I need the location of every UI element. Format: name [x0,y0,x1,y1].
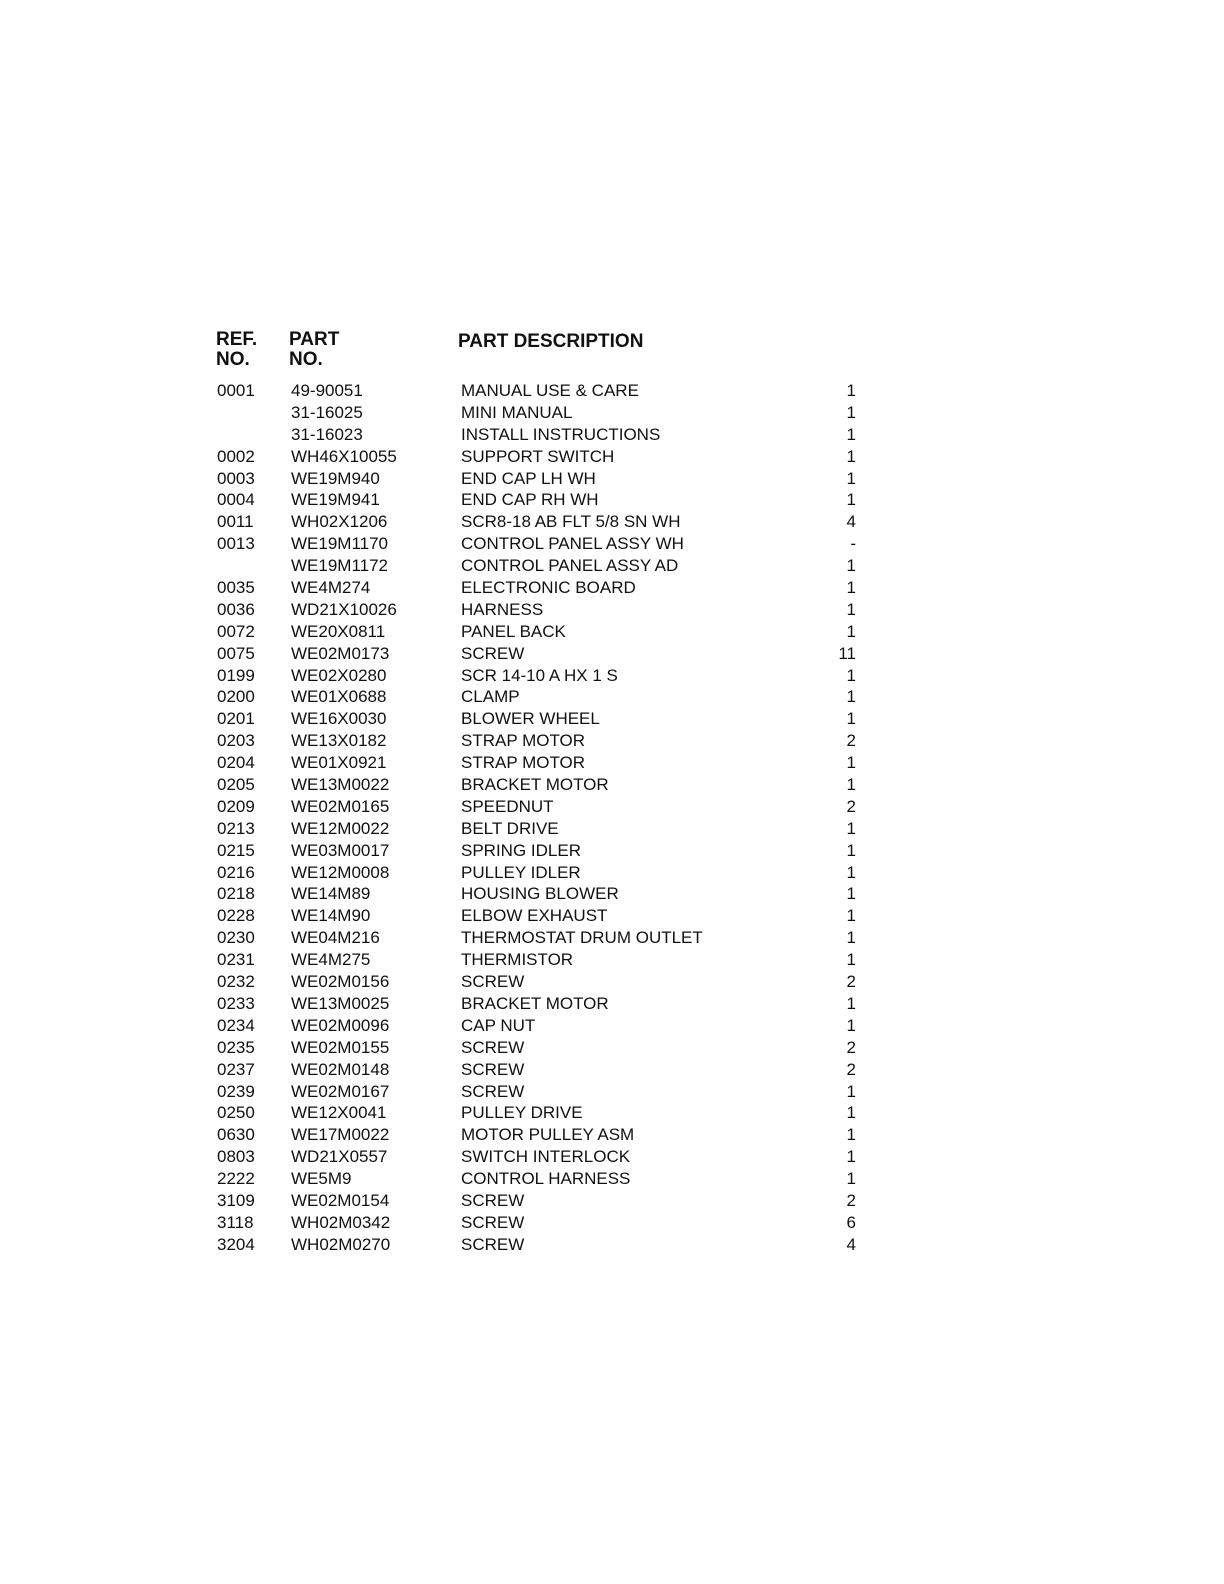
quantity-cell: 1 [846,578,856,598]
ref-cell: 0235 [217,1037,255,1057]
ref-cell: 0004 [217,490,255,510]
description-cell: SCR8-18 AB FLT 5/8 SN WH [461,512,681,532]
ref-cell: 0003 [217,468,255,488]
quantity-cell: 6 [846,1212,856,1232]
description-cell: SCREW [461,972,525,992]
quantity-cell: 2 [846,796,856,816]
table-row [0,686,1224,708]
table-row [0,730,1224,752]
table-row [0,599,1224,621]
table-row [0,1081,1224,1103]
part-number-cell: WH46X10055 [291,446,397,466]
part-number-cell: WE01X0688 [291,687,387,707]
table-row [0,621,1224,643]
table-row [0,577,1224,599]
part-number-cell: WE12M0022 [291,818,390,838]
ref-cell: 0002 [217,446,255,466]
part-number-cell: WE02M0154 [291,1190,390,1210]
ref-cell: 0201 [217,709,255,729]
ref-cell: 0011 [217,512,254,532]
description-cell: CONTROL HARNESS [461,1169,631,1189]
quantity-cell: 1 [846,1015,856,1035]
part-number-cell: WH02M0270 [291,1234,391,1254]
quantity-cell: 1 [846,665,856,685]
part-number-cell: WE13M0025 [291,993,390,1013]
table-row [0,862,1224,884]
table-row [0,643,1224,665]
table-row [0,1234,1224,1256]
description-cell: SCREW [461,643,525,663]
ref-cell: 0200 [217,687,255,707]
description-cell: SWITCH INTERLOCK [461,1147,631,1167]
quantity-cell: 1 [846,468,856,488]
description-cell: SCREW [461,1059,525,1079]
part-number-cell: 31-16025 [291,402,363,422]
part-number-cell: WE01X0921 [291,753,387,773]
part-number-cell: WE02M0167 [291,1081,390,1101]
quantity-cell: 1 [846,993,856,1013]
ref-cell: 0036 [217,599,255,619]
part-number-cell: WE13X0182 [291,731,387,751]
table-row [0,1059,1224,1081]
table-row [0,905,1224,927]
description-cell: SCREW [461,1212,525,1232]
table-row [0,555,1224,577]
description-cell: THERMISTOR [461,950,574,970]
part-number-cell: WE02M0155 [291,1037,390,1057]
quantity-cell: 2 [846,1059,856,1079]
part-number-cell: WE02M0096 [291,1015,390,1035]
quantity-cell: 1 [846,862,856,882]
part-number-cell: WE5M9 [291,1169,352,1189]
table-row [0,1102,1224,1124]
quantity-cell: 1 [846,775,856,795]
quantity-cell: 1 [846,928,856,948]
part-number-cell: WD21X0557 [291,1147,388,1167]
quantity-cell: 1 [846,1147,856,1167]
table-row [0,424,1224,446]
quantity-cell: 1 [846,402,856,422]
table-row [0,446,1224,468]
ref-cell: 0203 [217,731,255,751]
description-cell: HARNESS [461,599,544,619]
description-cell: INSTALL INSTRUCTIONS [461,424,661,444]
description-cell: CLAMP [461,687,520,707]
ref-cell: 0630 [217,1125,255,1145]
header-part-no [289,330,339,370]
header-ref-no [216,330,257,370]
part-number-cell: WE13M0022 [291,775,390,795]
table-row [0,818,1224,840]
description-cell: ELECTRONIC BOARD [461,578,636,598]
table-row [0,665,1224,687]
ref-cell: 3204 [217,1234,255,1254]
ref-cell: 0072 [217,621,255,641]
description-cell: MOTOR PULLEY ASM [461,1125,635,1145]
part-number-cell: WE19M941 [291,490,380,510]
ref-cell: 0803 [217,1147,255,1167]
description-cell: END CAP LH WH [461,468,596,488]
table-row [0,840,1224,862]
description-cell: SCREW [461,1081,525,1101]
part-number-cell: WE12X0041 [291,1103,387,1123]
ref-cell: 3109 [217,1190,255,1210]
header-part-line2: NO. [289,349,323,370]
ref-cell: 0205 [217,775,255,795]
description-cell: SPRING IDLER [461,840,581,860]
header-part-line1: PART [289,329,340,350]
description-cell: MANUAL USE & CARE [461,381,639,400]
table-row [0,489,1224,511]
table-row [0,1190,1224,1212]
quantity-cell: 2 [846,1190,856,1210]
header-part-description: PART DESCRIPTION [458,331,644,352]
description-cell: PULLEY IDLER [461,862,581,882]
table-row [0,468,1224,490]
table-row [0,796,1224,818]
part-number-cell: WE17M0022 [291,1125,390,1145]
description-cell: SPEEDNUT [461,796,554,816]
header-ref-line2: NO. [216,349,250,370]
table-row [0,1124,1224,1146]
description-cell: PANEL BACK [461,621,566,641]
quantity-cell: - [850,534,856,554]
quantity-cell: 1 [846,490,856,510]
ref-cell: 0216 [217,862,255,882]
ref-cell: 0232 [217,972,255,992]
ref-cell: 0215 [217,840,255,860]
part-number-cell: WE02X0280 [291,665,387,685]
table-row [0,1168,1224,1190]
ref-cell: 0230 [217,928,255,948]
table-row [0,993,1224,1015]
quantity-cell: 2 [846,731,856,751]
ref-cell: 0001 [217,381,255,400]
quantity-cell: 4 [846,512,856,532]
part-number-cell: WE20X0811 [291,621,386,641]
quantity-cell: 1 [846,840,856,860]
table-row [0,774,1224,796]
table-row [0,752,1224,774]
ref-cell: 0213 [217,818,255,838]
table-row [0,927,1224,949]
quantity-cell: 1 [846,1169,856,1189]
ref-cell: 0204 [217,753,255,773]
part-number-cell: WE02M0156 [291,972,390,992]
quantity-cell: 1 [846,556,856,576]
quantity-cell: 1 [846,621,856,641]
part-number-cell: WE02M0173 [291,643,390,663]
description-cell: CAP NUT [461,1015,536,1035]
description-cell: STRAP MOTOR [461,731,586,751]
table-row [0,949,1224,971]
quantity-cell: 1 [846,424,856,444]
quantity-cell: 2 [846,1037,856,1057]
description-cell: SCREW [461,1037,525,1057]
quantity-cell: 1 [846,1081,856,1101]
description-cell: BRACKET MOTOR [461,775,609,795]
table-row [0,533,1224,555]
quantity-cell: 1 [846,950,856,970]
quantity-cell: 2 [846,972,856,992]
description-cell: CONTROL PANEL ASSY WH [461,534,684,554]
table-row [0,1212,1224,1234]
description-cell: PULLEY DRIVE [461,1103,583,1123]
part-number-cell: WE19M940 [291,468,380,488]
description-cell: ELBOW EXHAUST [461,906,608,926]
parts-table-body [0,380,1224,1256]
part-number-cell: WE4M274 [291,578,371,598]
table-row [0,708,1224,730]
part-number-cell: WH02M0342 [291,1212,391,1232]
part-number-cell: WH02X1206 [291,512,388,532]
table-row [0,883,1224,905]
table-row [0,380,1224,402]
table-row [0,402,1224,424]
quantity-cell: 1 [846,884,856,904]
quantity-cell: 1 [846,1125,856,1145]
part-number-cell: WE4M275 [291,950,371,970]
ref-cell: 0199 [217,665,255,685]
quantity-cell: 11 [838,643,856,663]
part-number-cell: WE03M0017 [291,840,390,860]
part-number-cell: WE19M1172 [291,556,389,576]
ref-cell: 0228 [217,906,255,926]
table-row [0,511,1224,533]
description-cell: SUPPORT SWITCH [461,446,615,466]
description-cell: BRACKET MOTOR [461,993,609,1013]
ref-cell: 0234 [217,1015,255,1035]
table-row [0,1015,1224,1037]
part-number-cell: WE04M216 [291,928,380,948]
ref-cell: 0013 [217,534,255,554]
description-cell: THERMOSTAT DRUM OUTLET [461,928,703,948]
table-row [0,1146,1224,1168]
ref-cell: 0075 [217,643,255,663]
part-number-cell: WE14M90 [291,906,371,926]
ref-cell: 0209 [217,796,255,816]
quantity-cell: 1 [846,687,856,707]
description-cell: MINI MANUAL [461,402,573,422]
part-number-cell: WE19M1170 [291,534,389,554]
table-row [0,971,1224,993]
part-number-cell: WE02M0165 [291,796,390,816]
ref-cell: 0218 [217,884,255,904]
part-number-cell: 31-16023 [291,424,363,444]
quantity-cell: 1 [846,906,856,926]
quantity-cell: 1 [846,599,856,619]
quantity-cell: 1 [846,709,856,729]
description-cell: SCREW [461,1234,525,1254]
ref-cell: 0250 [217,1103,255,1123]
quantity-cell: 1 [846,1103,856,1123]
description-cell: SCREW [461,1190,525,1210]
quantity-cell: 1 [846,818,856,838]
quantity-cell: 4 [846,1234,856,1254]
part-number-cell: WE02M0148 [291,1059,390,1079]
quantity-cell: 1 [846,381,856,400]
ref-cell: 0237 [217,1059,255,1079]
description-cell: HOUSING BLOWER [461,884,619,904]
description-cell: BELT DRIVE [461,818,559,838]
table-row [0,1037,1224,1059]
part-number-cell: WE12M0008 [291,862,390,882]
part-number-cell: WE14M89 [291,884,371,904]
part-number-cell: WD21X10026 [291,599,397,619]
ref-cell: 3118 [217,1212,254,1232]
ref-cell: 0231 [217,950,255,970]
description-cell: CONTROL PANEL ASSY AD [461,556,679,576]
description-cell: STRAP MOTOR [461,753,586,773]
part-number-cell: WE16X0030 [291,709,387,729]
ref-cell: 2222 [217,1169,255,1189]
table-header [0,330,1224,374]
description-cell: END CAP RH WH [461,490,599,510]
quantity-cell: 1 [846,753,856,773]
ref-cell: 0239 [217,1081,255,1101]
quantity-cell: 1 [846,446,856,466]
description-cell: BLOWER WHEEL [461,709,600,729]
part-number-cell: 49-90051 [291,381,363,400]
ref-cell: 0233 [217,993,255,1013]
ref-cell: 0035 [217,578,255,598]
description-cell: SCR 14-10 A HX 1 S [461,665,618,685]
header-ref-line1: REF. [216,329,258,350]
